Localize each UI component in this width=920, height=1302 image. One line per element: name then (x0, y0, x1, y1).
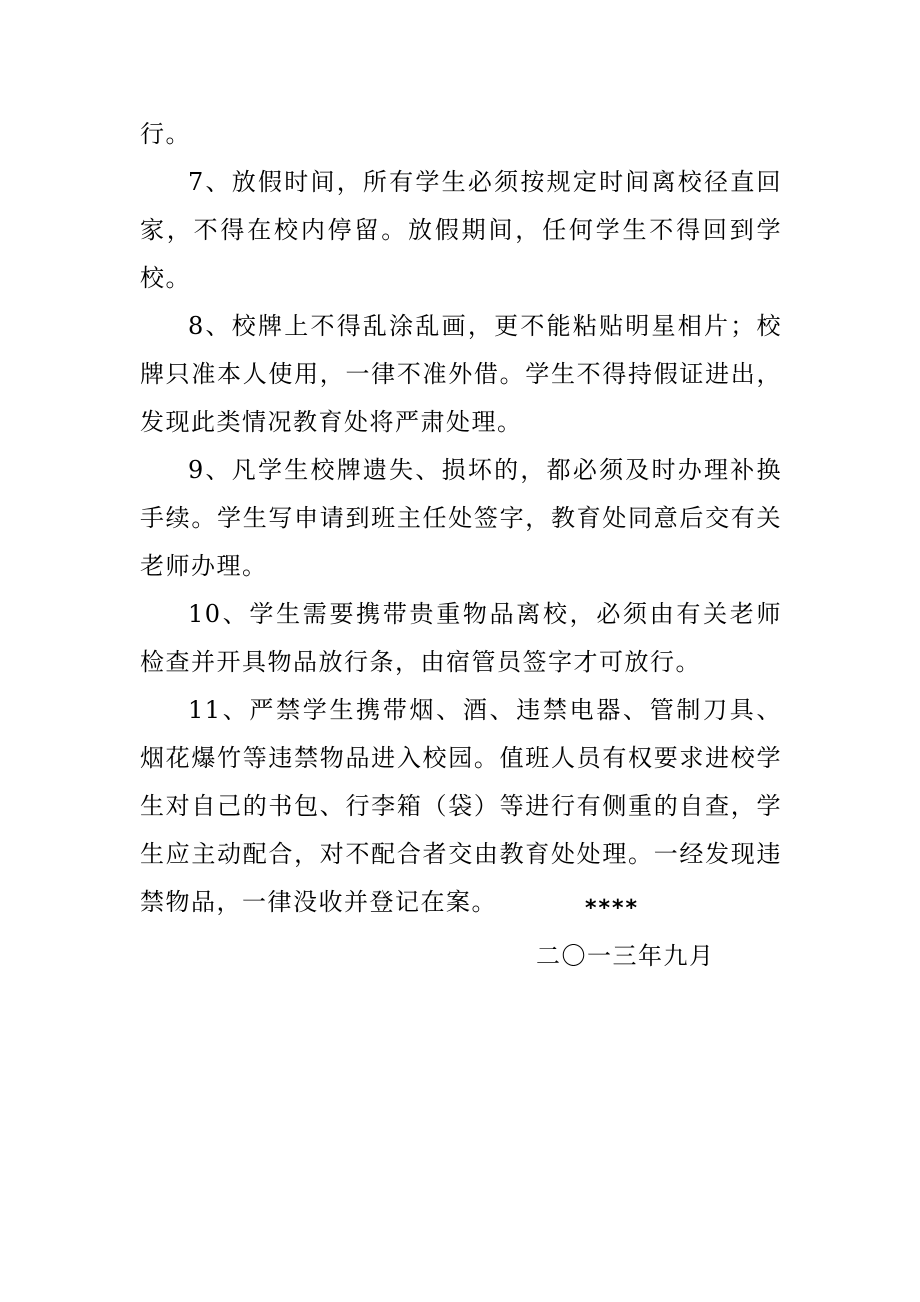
paragraph-rule-8: 8、校牌上不得乱涂乱画，更不能粘贴明星相片；校牌只准本人使用，一律不准外借。学生不得持假证进出，发现此类情况教育处将严肃处理。 (140, 312, 782, 436)
paragraph-continuation: 行。 (140, 120, 191, 148)
signature: **** (585, 896, 640, 921)
paragraph-rule-11: 11、严禁学生携带烟、酒、违禁电器、管制刀具、烟花爆竹等违禁物品进入校园。值班人员有权要求进校学生对自己的书包、行李箱（袋）等进行有侧重的自查，学生应主动配合，对不配合者交由教育处处理。一经发现违禁物品，一律没收并登记在案。 (140, 696, 782, 916)
paragraph-rule-9: 9、凡学生校牌遗失、损坏的，都必须及时办理补换手续。学生写申请到班主任处签字，教育处同意后交有关老师办理。 (140, 456, 782, 580)
paragraph-rule-7: 7、放假时间，所有学生必须按规定时间离校径直回家，不得在校内停留。放假期间，任何学生不得回到学校。 (140, 168, 782, 292)
document-body (140, 110, 782, 926)
document-date: 二〇一三年九月 (536, 942, 715, 970)
paragraph-rule-10: 10、学生需要携带贵重物品离校，必须由有关老师检查并开具物品放行条，由宿管员签字才可放行。 (140, 600, 782, 676)
